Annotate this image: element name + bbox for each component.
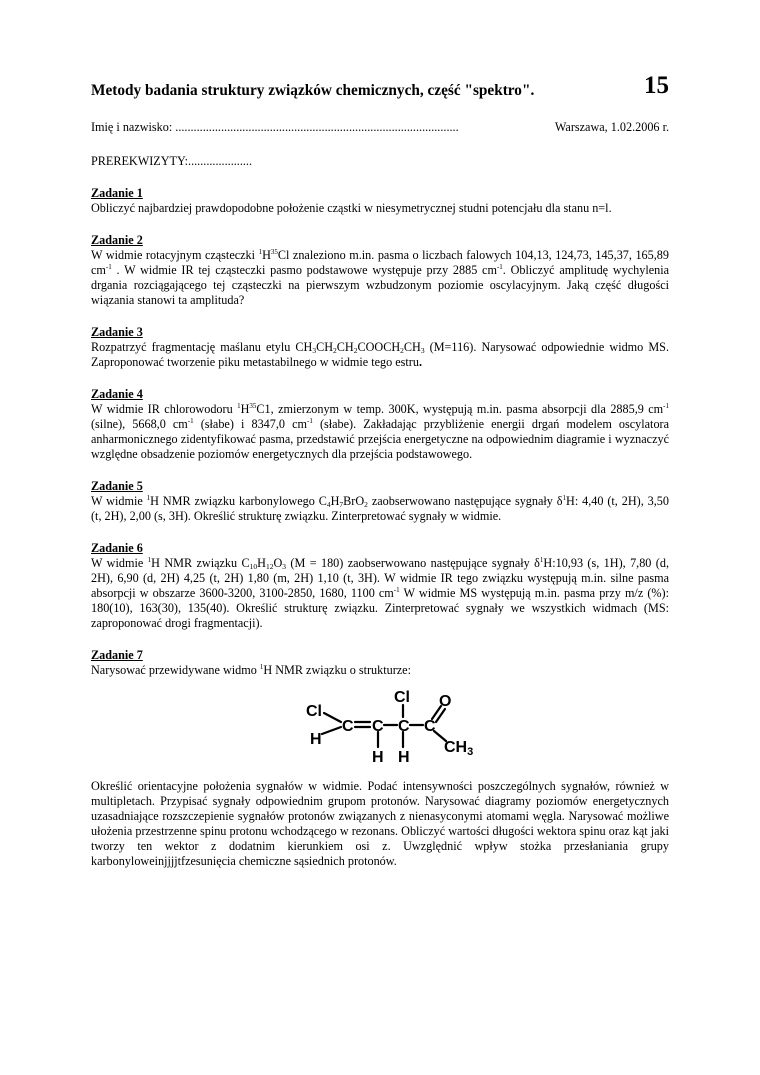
methyl-group bbox=[444, 739, 473, 758]
subscript: 2 bbox=[364, 500, 368, 509]
text-run: . bbox=[418, 355, 422, 369]
text-run: W widmie MS występują m.in. pasma przy m/z (%): 180(10), 163(30), 135(40). Określić strukturę związku. Zinterpretować sygnały we wszystkich widmach (MS: zaproponować drogi fragmentacji). bbox=[91, 586, 669, 630]
name-field-label: Imię i nazwisko: ............................................................................................. bbox=[91, 120, 459, 134]
task-4 bbox=[91, 387, 669, 462]
task-title: Zadanie 7 bbox=[91, 648, 143, 662]
subscript: 7 bbox=[339, 500, 344, 509]
text-run: Rozpatrzyć fragmentację maślanu etylu CH bbox=[91, 340, 313, 354]
superscript: 1 bbox=[237, 402, 241, 410]
superscript: -1 bbox=[496, 263, 503, 271]
subscript: 4 bbox=[326, 500, 331, 509]
hydrogen-left: H bbox=[310, 731, 322, 748]
task-title: Zadanie 3 bbox=[91, 325, 143, 339]
task-5 bbox=[91, 479, 669, 524]
text-run: BrO bbox=[343, 494, 365, 508]
document-page bbox=[91, 72, 669, 869]
page-number: 15 bbox=[644, 72, 669, 99]
carbon-1: C bbox=[342, 718, 354, 735]
methyl-subscript: 3 bbox=[467, 746, 474, 758]
text-run: H:10,93 (s, 1H), 7,80 (d, 2H), 6,90 (d, 2H) 4,25 (t, 2H) 1,80 (m, 2H) 1,10 (t, 3H). W widmie IR tego związku występują m.in. silne pasma absorpcji w obszarze 3600-3200, 3100-2850, 1680, 1100 cm bbox=[91, 556, 669, 600]
text-run: H bbox=[257, 556, 266, 570]
hydrogen-bottom-1: H bbox=[372, 749, 384, 766]
task-text bbox=[91, 248, 669, 308]
bond-h-c1 bbox=[322, 727, 341, 734]
task-1 bbox=[91, 186, 669, 216]
superscript: -1 bbox=[663, 402, 669, 410]
task-text bbox=[91, 340, 669, 370]
text-run: (M=116). Narysować odpowiednie widmo MS. Zaproponować tworzenie piku metastabilnego w widmie tego estru bbox=[91, 340, 669, 369]
task-title: Zadanie 6 bbox=[91, 541, 143, 555]
text-run: CH bbox=[403, 340, 421, 354]
superscript: 1 bbox=[258, 248, 263, 256]
text-run: H bbox=[262, 248, 271, 262]
text-run: (M = 180) zaobserwowano następujące sygnały bbox=[286, 556, 535, 570]
subscript: 2 bbox=[353, 346, 358, 355]
oxygen: O bbox=[439, 693, 452, 710]
task-title: Zadanie 2 bbox=[91, 233, 143, 247]
text-run: CH bbox=[316, 340, 334, 354]
task-2 bbox=[91, 233, 669, 308]
task-text-continued: Określić orientacyjne położenia sygnałów w widmie. Podać intensywności poszczególnych sygnałów, również w multipletach. Przypisać sygnały odpowiednim grupom protonów. Narysować diagramy poziomów energetycznych uzasadniające rozszczepienie sygnałów protonów związanych z nienasyconymi atomami węgla. Narysować możliwe ułożenia przestrzenne spinu protonu wchodzącego w rezonans. Obliczyć wartości długości wektora spinu oraz kąt jaki tworzy ten wektor z dodatnim kierunkiem osi z. Uwzględnić wpływ stożka przesłaniania grupy karbonyloweinjjjjtfzesunięcia chemiczne sąsiednich protonów. bbox=[91, 779, 669, 868]
text-run: C1, zmierzonym w temp. 300K, występują m.in. pasma absorpcji dla 2885,9 cm bbox=[256, 402, 664, 416]
task-6 bbox=[91, 541, 669, 631]
task-title: Zadanie 4 bbox=[91, 387, 143, 401]
text-run: H bbox=[330, 494, 340, 508]
superscript: -1 bbox=[105, 263, 112, 271]
text-run: H NMR związku karbonylowego C bbox=[150, 494, 327, 508]
text-run: Cl znaleziono m.in. pasma o liczbach falowych 104,13, 124,73, 145,37, 165,89 cm bbox=[91, 248, 669, 277]
prerequisites-field: PREREKWIZYTY:..................... bbox=[91, 154, 253, 168]
text-run: (słabe). Zakładając przybliżenie energii drgań modelem oscylatora anharmonicznego zidentyfikować pasma, przedstawić przejścia energetyczne na odpowiednim diagramie i wyznaczyć względne obsadzenie poziomów energetycznych dla przejścia podstawowego. bbox=[91, 417, 670, 461]
superscript: 35 bbox=[270, 248, 278, 256]
bond-c4-ch3 bbox=[434, 731, 446, 741]
delta-symbol: δ bbox=[534, 556, 540, 570]
date-text: Warszawa, 1.02.2006 r. bbox=[554, 120, 669, 134]
task-3 bbox=[91, 325, 669, 370]
subscript: 12 bbox=[265, 562, 274, 571]
subscript: 3 bbox=[282, 562, 287, 571]
superscript: -1 bbox=[307, 417, 313, 425]
meta-row bbox=[91, 120, 669, 135]
text-run: (słabe) i 8347,0 cm bbox=[193, 417, 307, 431]
superscript: -1 bbox=[187, 417, 194, 425]
text-run: H NMR związku o strukturze: bbox=[263, 663, 411, 677]
text-run: H: 4,40 (t, 2H), 3,50 (t, 2H), 2,00 (s, 3H). Określić strukturę związku. Zinterpretować sygnały w widmie. bbox=[91, 494, 669, 523]
subscript: 10 bbox=[249, 562, 258, 571]
text-run: zaobserwowano następujące sygnały bbox=[367, 494, 557, 508]
superscript: 1 bbox=[539, 556, 544, 564]
text-run: O bbox=[273, 556, 283, 570]
superscript: -1 bbox=[393, 586, 400, 594]
chlorine-top: Cl bbox=[394, 689, 410, 706]
task-text: Obliczyć najbardziej prawdopodobne położenie cząstki w niesymetrycznej studni potencjału dla stanu n=l. bbox=[91, 201, 612, 215]
text-run: (silne), 5668,0 cm bbox=[91, 417, 188, 431]
text-run: W widmie bbox=[91, 494, 147, 508]
header bbox=[91, 72, 669, 106]
subscript: 3 bbox=[312, 346, 317, 355]
chemical-structure bbox=[306, 686, 486, 766]
bond-cl-c1 bbox=[324, 713, 341, 722]
subscript: 2 bbox=[333, 346, 337, 355]
subscript: 2 bbox=[400, 346, 404, 355]
text-run: H NMR związku C bbox=[151, 556, 250, 570]
text-run: W widmie bbox=[91, 556, 148, 570]
text-run: . W widmie IR tej cząsteczki pasmo podstawowe występuje przy 2885 cm bbox=[111, 263, 497, 277]
carbon-2: C bbox=[372, 718, 384, 735]
carbon-3: C bbox=[398, 718, 410, 735]
superscript: 1 bbox=[147, 556, 152, 564]
hydrogen-bottom-2: H bbox=[398, 749, 410, 766]
chlorine-left: Cl bbox=[306, 703, 322, 720]
text-run: Narysować przewidywane widmo bbox=[91, 663, 260, 677]
methyl-label: CH bbox=[444, 739, 468, 756]
carbon-4: C bbox=[424, 718, 436, 735]
task-text bbox=[91, 556, 669, 631]
text-run: COOCH bbox=[357, 340, 401, 354]
superscript: 1 bbox=[259, 663, 264, 671]
subscript: 3 bbox=[420, 346, 425, 355]
task-title: Zadanie 5 bbox=[91, 479, 143, 493]
task-title: Zadanie 1 bbox=[91, 186, 143, 200]
task-text bbox=[91, 494, 669, 524]
delta-symbol: δ bbox=[556, 494, 563, 508]
task-text bbox=[91, 402, 669, 462]
text-run: W widmie rotacyjnym cząsteczki bbox=[91, 248, 259, 262]
task-text bbox=[91, 663, 669, 678]
text-run: . Obliczyć amplitudę wychylenia drgania rozciągającego tej cząsteczki na pierwszym wzbudzonym poziomie oscylacyjnym. Jaką część długości wiązania stanowi ta amplituda? bbox=[91, 263, 670, 307]
task-7 bbox=[91, 648, 669, 869]
superscript: 1 bbox=[146, 494, 151, 502]
text-run: W widmie IR chlorowodoru bbox=[91, 402, 238, 416]
text-run: H bbox=[240, 402, 250, 416]
superscript: 35 bbox=[249, 402, 257, 410]
text-run: CH bbox=[336, 340, 354, 354]
page-title: Metody badania struktury związków chemicznych, część "spektro". bbox=[91, 82, 535, 99]
superscript: 1 bbox=[562, 494, 567, 502]
